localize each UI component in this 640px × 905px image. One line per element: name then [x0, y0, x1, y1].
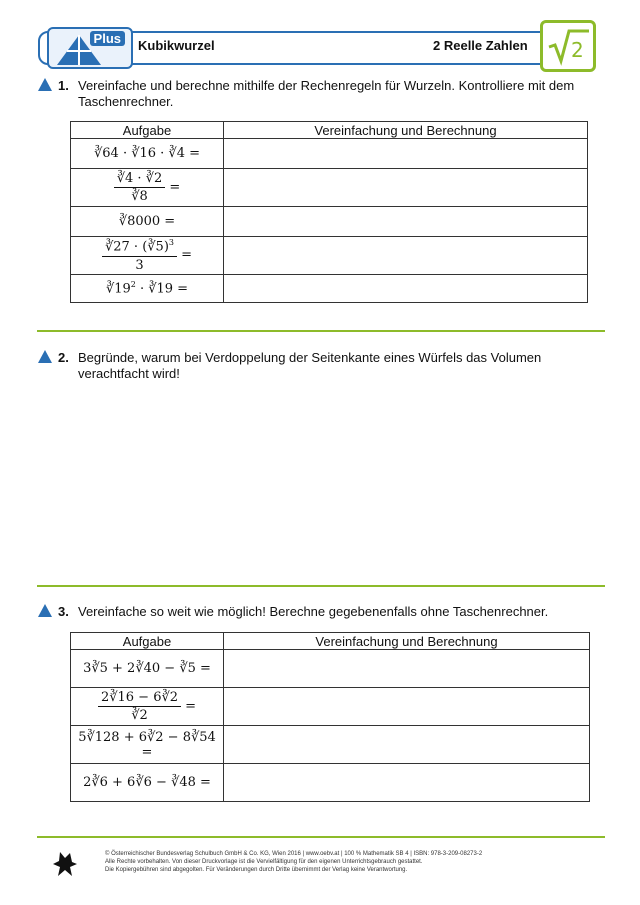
answer-cell[interactable] — [224, 237, 588, 275]
plus-logo — [47, 27, 133, 69]
task1-expr-e: $∛19^2$ · ∛19 = — [71, 275, 224, 303]
logo-text: Plus — [90, 31, 125, 46]
footer — [105, 850, 585, 874]
task2-text: Begründe, warum bei Verdoppelung der Seitenkante eines Würfels das Volumen verachtfacht wird! — [78, 350, 542, 381]
publisher-logo-icon — [52, 850, 78, 878]
section-divider — [37, 585, 605, 587]
task-level-icon — [38, 350, 52, 363]
task3-number: 3. — [58, 604, 69, 619]
section-divider — [37, 330, 605, 332]
page-title: Kubikwurzel — [138, 38, 215, 53]
answer-cell[interactable] — [224, 764, 590, 802]
col-header-aufgabe: Aufgabe — [71, 122, 224, 139]
task1-number: 1. — [58, 78, 69, 93]
task2-number: 2. — [58, 350, 69, 365]
sqrt2-badge — [540, 20, 596, 72]
footer-fees: Die Kopiergebühren sind abgegolten. Für Veränderungen durch Dritte übernimmt der Verlag keine Verantwortung. — [105, 867, 408, 873]
answer-cell[interactable] — [224, 207, 588, 237]
task1-table — [70, 121, 588, 303]
answer-cell[interactable] — [224, 169, 588, 207]
answer-cell[interactable] — [224, 688, 590, 726]
task3-expr-d: 2∛6 + 6∛6 − ∛48 = — [71, 764, 224, 802]
task1-text: Vereinfache und berechne mithilfe der Rechenregeln für Wurzeln. Kontrolliere mit dem Taschenrechner. — [78, 78, 575, 109]
answer-cell[interactable] — [224, 275, 588, 303]
task1-expr-a: ∛64 · ∛16 · ∛4 = — [71, 139, 224, 169]
col-header-aufgabe: Aufgabe — [71, 633, 224, 650]
task3-expr-b: $\frac{2∛16 - 6∛2}{∛2}$ = — [71, 688, 224, 726]
answer-cell[interactable] — [224, 139, 588, 169]
footer-copyright: © Österreichischer Bundesverlag Schulbuch GmbH & Co. KG, Wien 2016 | www.oebv.at | 100 % Mathematik SB 4 | ISBN: 978-3-209-08273-2 — [105, 851, 483, 857]
task1-expr-d: $\frac{∛27 \cdot (∛5)^3}{3}$ = — [71, 237, 224, 275]
chapter-title: 2 Reelle Zahlen — [433, 38, 528, 53]
task3-text: Vereinfache so weit wie möglich! Berechne gegebenenfalls ohne Taschenrechner. — [78, 604, 549, 619]
task3-table — [70, 632, 590, 802]
task-level-icon — [38, 78, 52, 91]
task3-expr-c: 5∛128 + 6∛2 − 8∛54 = — [71, 726, 224, 764]
task1-expr-c: ∛8000 = — [71, 207, 224, 237]
col-header-vereinfachung: Vereinfachung und Berechnung — [224, 633, 590, 650]
task3-expr-a: 3∛5 + 2∛40 − ∛5 = — [71, 650, 224, 688]
section-divider — [37, 836, 605, 838]
task-level-icon — [38, 604, 52, 617]
answer-cell[interactable] — [224, 726, 590, 764]
svg-text:2: 2 — [571, 38, 584, 62]
answer-cell[interactable] — [224, 650, 590, 688]
col-header-vereinfachung: Vereinfachung und Berechnung — [224, 122, 588, 139]
footer-rights: Alle Rechte vorbehalten. Von dieser Druckvorlage ist die Vervielfältigung für den eigenen Unterrichtsgebrauch gestattet. — [105, 859, 423, 865]
task1-expr-b: $\frac{∛4 \cdot ∛2}{∛8}$ = — [71, 169, 224, 207]
